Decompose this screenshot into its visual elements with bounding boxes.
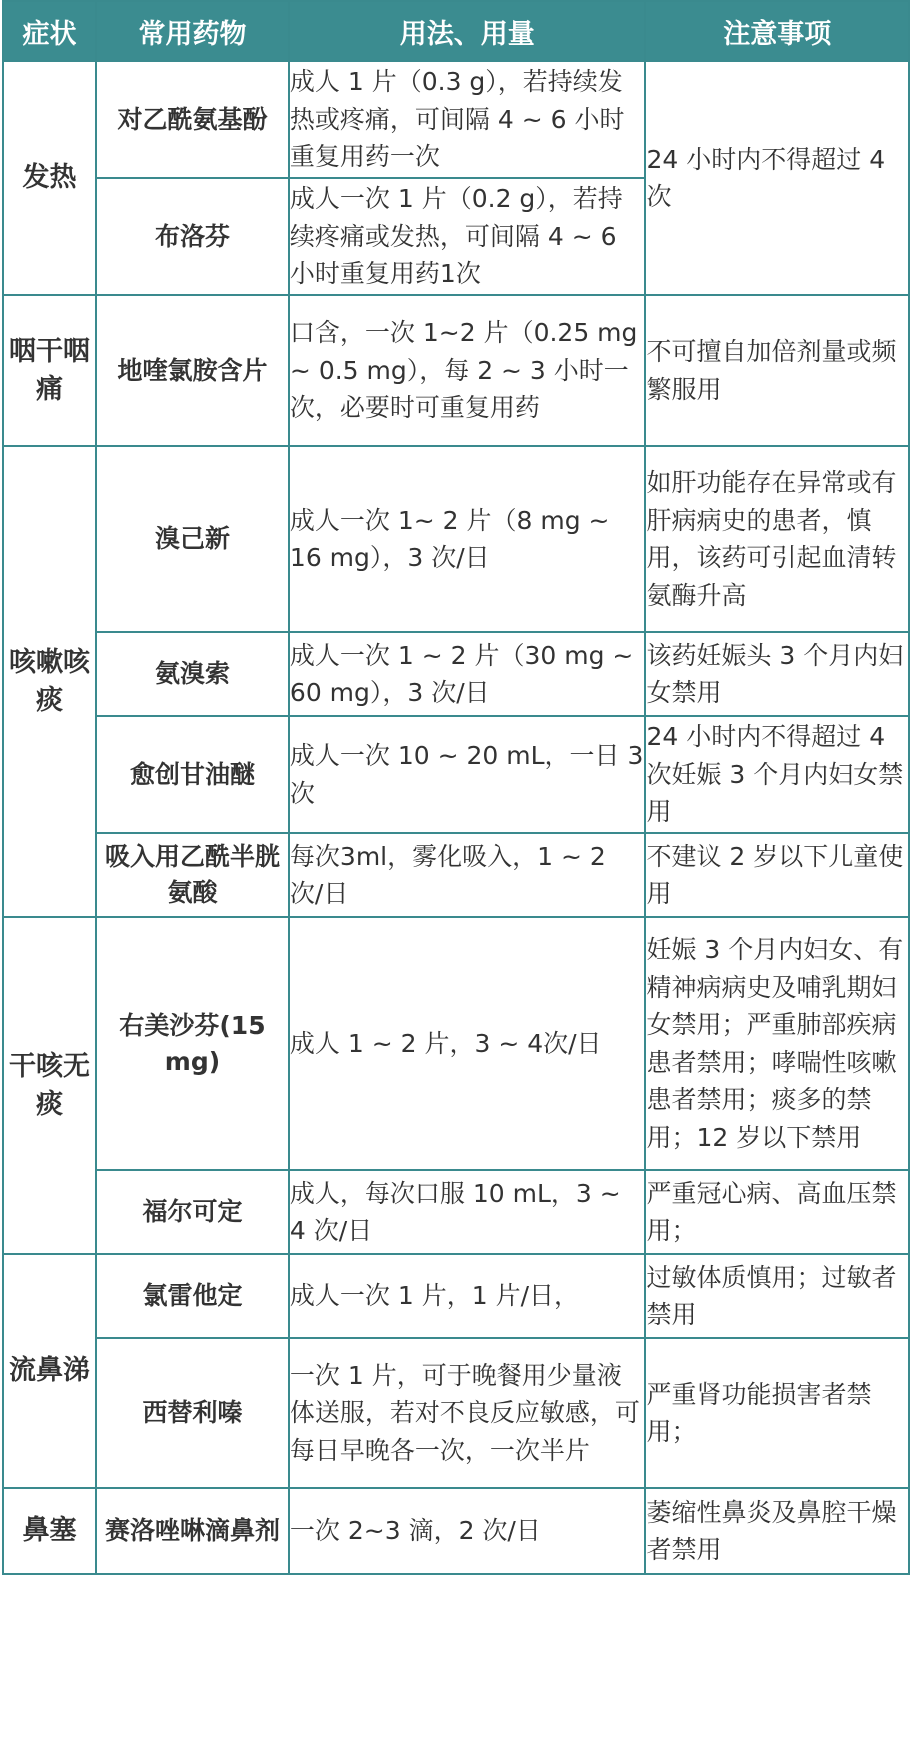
usage-cell: 成人一次 1~ 2 片（8 mg ~ 16 mg），3 次/日 <box>289 446 646 632</box>
medication-table <box>2 0 910 1575</box>
symptom-cell: 流鼻涕 <box>3 1254 96 1488</box>
drug-cell: 氨溴索 <box>96 632 289 716</box>
note-cell: 24 小时内不得超过 4 次妊娠 3 个月内妇女禁用 <box>645 716 909 833</box>
drug-cell: 布洛芬 <box>96 178 289 295</box>
note-cell: 萎缩性鼻炎及鼻腔干燥者禁用 <box>645 1488 909 1574</box>
note-cell: 妊娠 3 个月内妇女、有精神病病史及哺乳期妇女禁用；严重肺部疾病患者禁用；哮喘性咳嗽患者禁用；痰多的禁用；12 岁以下禁用 <box>645 917 909 1170</box>
note-cell: 严重肾功能损害者禁用； <box>645 1338 909 1488</box>
table-row <box>3 295 909 446</box>
header-row <box>3 1 909 61</box>
note-cell: 该药妊娠头 3 个月内妇女禁用 <box>645 632 909 716</box>
usage-cell: 口含，一次 1~2 片（0.25 mg ~ 0.5 mg），每 2 ~ 3 小时一次，必要时可重复用药 <box>289 295 646 446</box>
usage-cell: 每次3ml，雾化吸入，1 ~ 2 次/日 <box>289 833 646 917</box>
usage-cell: 一次 2~3 滴，2 次/日 <box>289 1488 646 1574</box>
symptom-cell: 干咳无痰 <box>3 917 96 1254</box>
table-row <box>3 632 909 716</box>
note-cell: 严重冠心病、高血压禁用； <box>645 1170 909 1254</box>
header-symptom: 症状 <box>3 1 96 61</box>
table-row <box>3 833 909 917</box>
usage-cell: 一次 1 片，可于晚餐用少量液体送服，若对不良反应敏感，可每日早晚各一次，一次半片 <box>289 1338 646 1488</box>
table-row <box>3 1170 909 1254</box>
symptom-cell: 鼻塞 <box>3 1488 96 1574</box>
symptom-cell: 咽干咽痛 <box>3 295 96 446</box>
usage-cell: 成人一次 1 片（0.2 g），若持续疼痛或发热，可间隔 4 ~ 6 小时重复用药1次 <box>289 178 646 295</box>
table-row <box>3 446 909 632</box>
symptom-cell: 发热 <box>3 61 96 295</box>
usage-cell: 成人一次 10 ~ 20 mL，一日 3 次 <box>289 716 646 833</box>
drug-cell: 溴己新 <box>96 446 289 632</box>
drug-cell: 西替利嗪 <box>96 1338 289 1488</box>
drug-cell: 赛洛唑啉滴鼻剂 <box>96 1488 289 1574</box>
table-row <box>3 716 909 833</box>
header-usage: 用法、用量 <box>289 1 646 61</box>
drug-cell: 愈创甘油醚 <box>96 716 289 833</box>
table-row <box>3 917 909 1170</box>
table-row <box>3 61 909 178</box>
table-row <box>3 1488 909 1574</box>
usage-cell: 成人一次 1 片，1 片/日， <box>289 1254 646 1338</box>
table-row <box>3 1338 909 1488</box>
drug-cell: 吸入用乙酰半胱氨酸 <box>96 833 289 917</box>
table-row <box>3 1254 909 1338</box>
usage-cell: 成人一次 1 ~ 2 片（30 mg ~ 60 mg），3 次/日 <box>289 632 646 716</box>
usage-cell: 成人，每次口服 10 mL，3 ~ 4 次/日 <box>289 1170 646 1254</box>
note-cell: 不建议 2 岁以下儿童使用 <box>645 833 909 917</box>
header-notes: 注意事项 <box>645 1 909 61</box>
drug-cell: 氯雷他定 <box>96 1254 289 1338</box>
symptom-cell: 咳嗽咳痰 <box>3 446 96 917</box>
drug-cell: 地喹氯胺含片 <box>96 295 289 446</box>
note-cell: 不可擅自加倍剂量或频繁服用 <box>645 295 909 446</box>
drug-cell: 右美沙芬(15 mg) <box>96 917 289 1170</box>
drug-cell: 对乙酰氨基酚 <box>96 61 289 178</box>
usage-cell: 成人 1 片（0.3 g），若持续发热或疼痛，可间隔 4 ~ 6 小时重复用药一次 <box>289 61 646 178</box>
usage-cell: 成人 1 ~ 2 片，3 ~ 4次/日 <box>289 917 646 1170</box>
drug-cell: 福尔可定 <box>96 1170 289 1254</box>
note-cell: 如肝功能存在异常或有肝病病史的患者，慎用，该药可引起血清转氨酶升高 <box>645 446 909 632</box>
header-drug: 常用药物 <box>96 1 289 61</box>
note-cell: 24 小时内不得超过 4 次 <box>645 61 909 295</box>
note-cell: 过敏体质慎用；过敏者禁用 <box>645 1254 909 1338</box>
